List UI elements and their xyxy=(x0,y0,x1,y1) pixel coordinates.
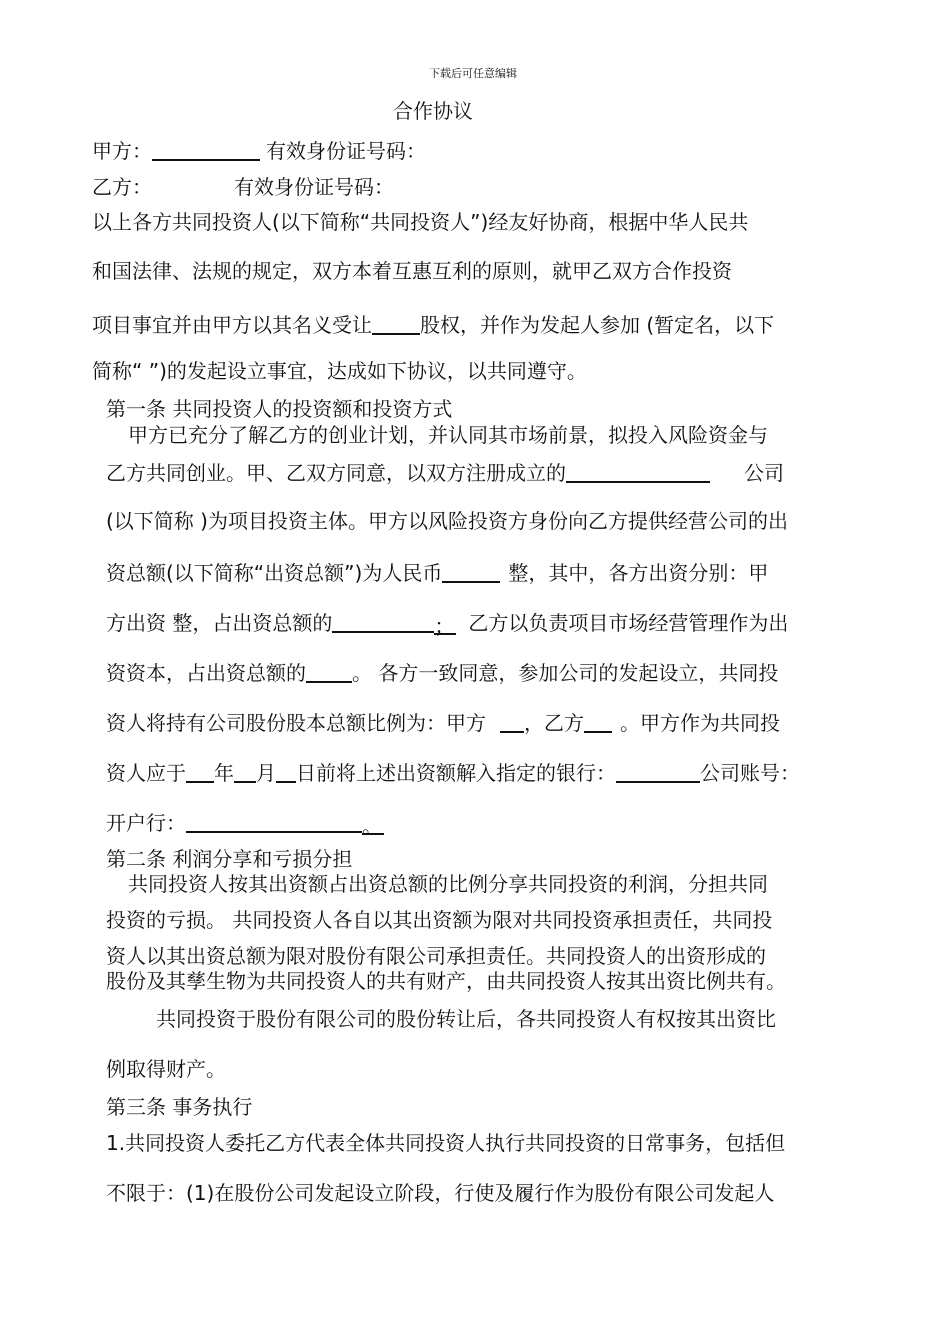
party-a-label: 甲方： xyxy=(92,139,152,163)
total-amount-blank xyxy=(442,561,500,583)
year-blank xyxy=(186,761,214,783)
party-b-line xyxy=(92,174,394,200)
intro-line-1: 以上各方共同投资人(以下简称“共同投资人”)经友好协商，根据中华人民共 xyxy=(92,210,749,234)
article-3-heading: 第三条 事务执行 xyxy=(106,1095,253,1119)
article-1-line-7: 资人将持有公司股份股本总额比例为：甲方 ，乙方 。甲方作为共同投 xyxy=(106,711,780,735)
document-title: 合作协议 xyxy=(393,99,473,123)
article-2-line-4: 股份及其孳生物为共同投资人的共有财产，由共同投资人按其出资比例共有。 xyxy=(106,969,786,993)
article-1-line-1: 甲方已充分了解乙方的创业计划，并认同其市场前景，拟投入风险资金与 xyxy=(128,423,768,447)
share-ratio-b-blank xyxy=(584,711,612,733)
article-1-line-4: 资总额(以下简称“出资总额”)为人民币 整，其中，各方出资分别：甲 xyxy=(106,561,769,585)
article-2-line-1: 共同投资人按其出资额占出资总额的比例分享共同投资的利润，分担共同 xyxy=(128,872,768,896)
intro-line-3: 项目事宜并由甲方以其名义受让 股权，并作为发起人参加 (暂定名，以下 xyxy=(92,313,775,337)
article-1-line-5: 方出资 整，占出资总额的 ； 乙方以负责项目市场经营管理作为出 xyxy=(106,611,789,638)
party-a-ratio-blank xyxy=(332,611,434,633)
intro-line-4: 简称“ ”)的发起设立事宜，达成如下协议，以共同遵守。 xyxy=(92,359,587,383)
article-2-line-5: 共同投资于股份有限公司的股份转让后，各共同投资人有权按其出资比 xyxy=(156,1007,776,1031)
article-1-line-8: 资人应于 年 月 日前将上述出资额解入指定的银行： 公司账号： xyxy=(106,761,800,785)
month-blank xyxy=(234,761,256,783)
equity-blank xyxy=(372,313,420,335)
article-3-line-1: 1.共同投资人委托乙方代表全体共同投资人执行共同投资的日常事务，包括但 xyxy=(106,1131,786,1155)
article-1-line-6: 资资本，占出资总额的 。 各方一致同意，参加公司的发起设立，共同投 xyxy=(106,661,779,685)
article-2-line-6: 例取得财产。 xyxy=(106,1057,226,1081)
party-b-label: 乙方： xyxy=(92,175,152,199)
party-a-id-label: 有效身份证号码： xyxy=(266,139,426,163)
article-1-line-2: 乙方共同创业。甲、乙双方同意，以双方注册成立的 公司 xyxy=(106,461,784,485)
company-name-blank xyxy=(566,461,710,483)
article-2-line-3: 资人以其出资总额为限对股份有限公司承担责任。共同投资人的出资形成的 xyxy=(106,944,766,968)
intro-line-2: 和国法律、法规的规定，双方本着互惠互利的原则，就甲乙双方合作投资 xyxy=(92,259,732,283)
day-blank xyxy=(276,761,296,783)
bank-blank xyxy=(616,761,700,783)
article-2-heading: 第二条 利润分享和亏损分担 xyxy=(106,847,353,871)
article-2-line-2: 投资的亏损。 共同投资人各自以其出资额为限对共同投资承担责任，共同投 xyxy=(106,908,773,932)
page-header: 下载后可任意编辑 xyxy=(429,67,517,80)
bank-branch-blank xyxy=(186,811,362,833)
party-b-ratio-blank xyxy=(306,661,352,683)
article-1-line-9: 开户行： 。 xyxy=(106,811,382,838)
article-1-line-3: (以下简称 )为项目投资主体。甲方以风险投资方身份向乙方提供经营公司的出 xyxy=(106,509,788,533)
share-ratio-a-blank xyxy=(500,711,524,733)
party-a-line xyxy=(92,136,426,164)
party-a-name-blank xyxy=(152,139,260,161)
article-3-line-2: 不限于：(1)在股份公司发起设立阶段，行使及履行作为股份有限公司发起人 xyxy=(106,1181,775,1205)
party-b-id-label: 有效身份证号码： xyxy=(234,175,394,199)
article-1-heading: 第一条 共同投资人的投资额和投资方式 xyxy=(106,397,453,421)
